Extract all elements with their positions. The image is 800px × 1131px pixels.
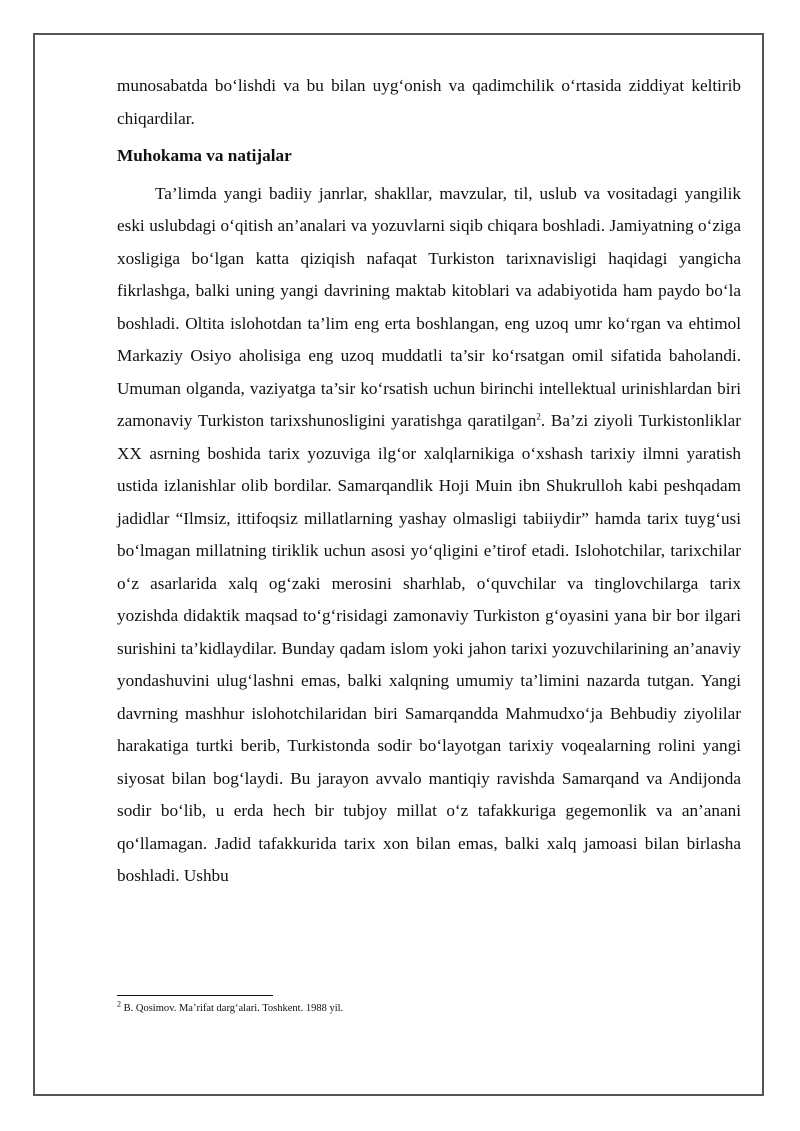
main-paragraph-part-2: . Ba’zi ziyoli Turkistonliklar XX asrning boshida tarix yozuviga ilg‘or xalqlarnikiga o‘xshash tarixiy ilmni yaratish ustida izlanishlar olib bordilar. Samarqandlik Hoji Muin ibn Shukrulloh kabi peshqadam jadidlar “Ilmsiz, ittifoqsiz millatlarning yashay olmasligi tabiiydir” hamda tarix tuyg‘usi bo‘lmagan millatning tiriklik uchun asosi yo‘qligini e’tirof etadi. Islohotchilar, tarixchilar o‘z asarlarida xalq og‘zaki merosini sharhlab, o‘quvchilar va tinglovchilarga tarix yozishda didaktik maqsad to‘g‘risidagi zamonaviy Turkiston g‘oyasini yana bir bor ilgari surishini ta’kidlaydilar. Bunday qadam islom yoki jahon tarixi yozuvchilarining an’anaviy yondashuvini ulug‘lashni emas, balki xalqning umumiy ta’limini nazarda tutgan. Yangi davrning mashhur islohotchilaridan biri Samarqandda Mahmudxo‘ja Behbudiy ziyolilar harakatiga turtki berib, Turkistonda sodir bo‘layotgan tarixiy voqealarning rolini yangi siyosat bilan bog‘laydi. Bu jarayon avvalo mantiqiy ravishda Samarqand va Andijonda sodir bo‘lib, u erda hech bir tubjoy millat o‘z tafakkuriga gegemonlik va an’anani qo‘llamagan. Jadid tafakkurida tarix xon bilan emas, balki xalq jamoasi bilan birlasha boshladi. Ushbu (117, 411, 741, 885)
section-heading: Muhokama va natijalar (117, 146, 292, 165)
footnote-text: B. Qosimov. Ma’rifat darg‘alari. Toshkent. 1988 yil. (121, 1003, 344, 1014)
page-body (117, 70, 741, 893)
footnote (117, 999, 741, 1016)
footnote-number: 2 (117, 999, 121, 1009)
main-paragraph (117, 178, 741, 893)
continuation-paragraph: munosabatda bo‘lishdi va bu bilan uyg‘onish va qadimchilik o‘rtasida ziddiyat keltirib chiqardilar. (117, 76, 741, 128)
main-paragraph-part-1: Ta’limda yangi badiiy janrlar, shakllar, mavzular, til, uslub va vositadagi yangilik eski uslubdagi o‘qitish an’analari va yozuvlarni siqib chiqara boshladi. Jamiyatning o‘ziga xosligiga bo‘lgan katta qiziqish nafaqat Turkiston tarixnavisligi haqidagi yangicha fikrlashga, balki uning yangi davrining maktab kitoblari va adabiyotida ham paydo bo‘la boshladi. Oltita islohotdan ta’lim eng erta boshlangan, eng uzoq umr ko‘rgan va ehtimol Markaziy Osiyo aholisiga eng uzoq muddatli ta’sir ko‘rsatgan omil sifatida baholandi. Umuman olganda, vaziyatga ta’sir ko‘rsatish uchun birinchi intellektual urinishlardan biri zamonaviy Turkiston tarixshunosligini yaratishga qaratilgan (117, 183, 741, 430)
footnote-separator (117, 995, 273, 996)
footnote-reference[interactable]: 2 (536, 411, 541, 422)
